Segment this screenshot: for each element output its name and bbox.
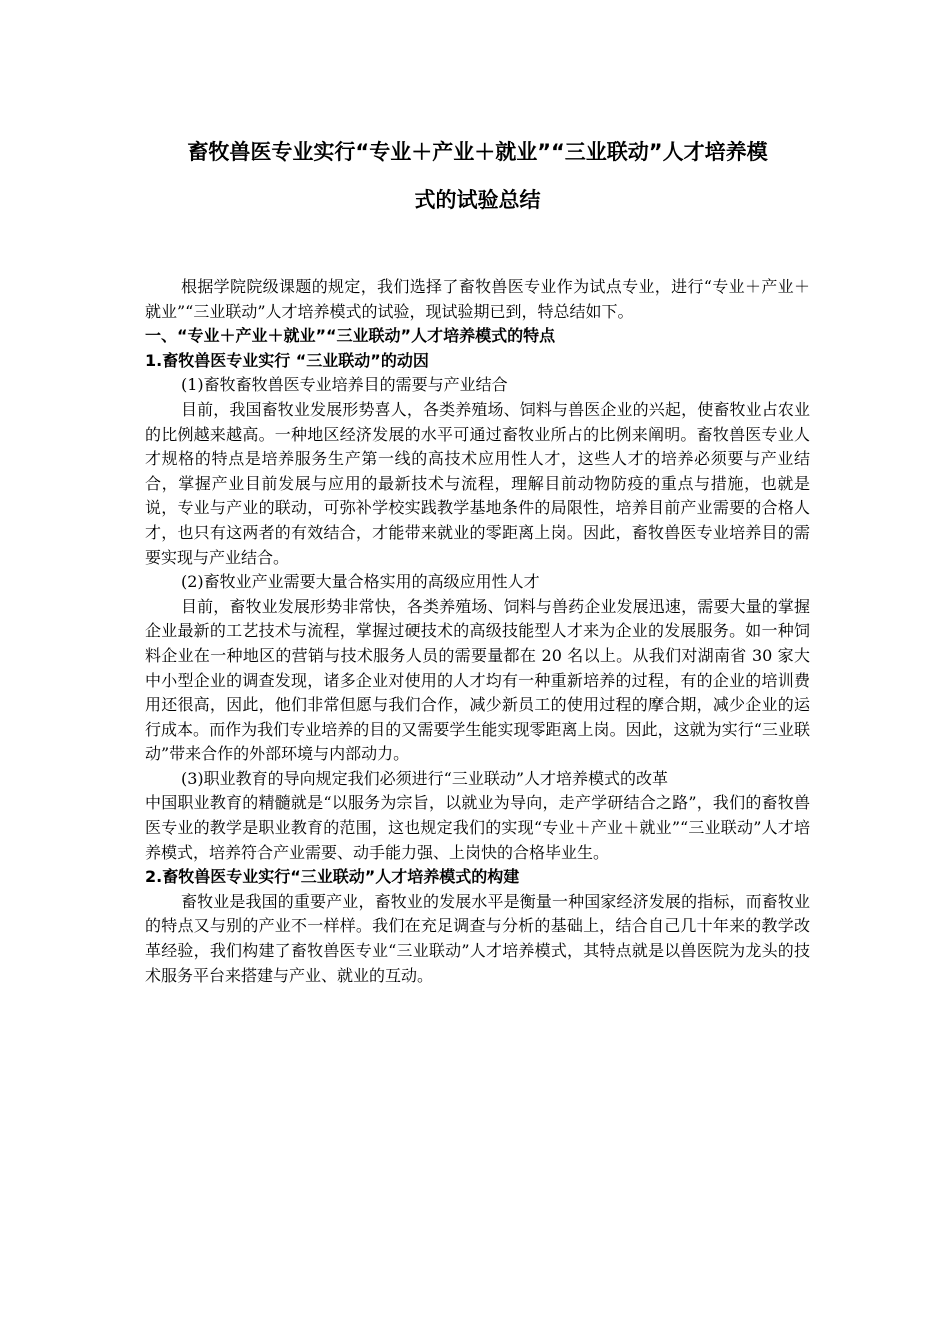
paragraph-2: 目前，畜牧业发展形势非常快，各类养殖场、饲料与兽药企业发展迅速，需要大量的掌握企业最新的工艺技术与流程，掌握过硬技术的高级技能型人才来为企业的发展服务。如一种饲料企业在一种地区的营销与技术服务人员的需要量都在 20 名以上。从我们对湖南省 30 家大中小型企业的调查发现，诸多企业对使用的人才均有一种重新培养的过程，有的企业的培训费用还很高，因此，他们非常但愿与我们合作，减少新员工的使用过程的摩合期，减少企业的运行成本。而作为我们专业培养的目的又需要学生能实现零距离上岗。因此，这就为实行“三业联动”带来合作的外部环境与内部动力。 xyxy=(145,596,810,764)
subsection-heading-2: 2.畜牧兽医专业实行“三业联动”人才培养模式的构建 xyxy=(145,867,520,887)
document-title-line-1: 畜牧兽医专业实行“专业＋产业＋就业”“三业联动”人才培养模 xyxy=(187,140,768,164)
subsection-heading-1: 1.畜牧兽医专业实行 “三业联动”的动因 xyxy=(145,350,429,370)
paragraph-3: 中国职业教育的精髓就是“以服务为宗旨，以就业为导向，走产学研结合之路”，我们的畜牧兽医专业的教学是职业教育的范围，这也规定我们的实现“专业＋产业＋就业”“三业联动”人才培养模式，培养符合产业需要、动手能力强、上岗快的合格毕业生。 xyxy=(145,793,810,862)
section-heading-1: 一、“专业＋产业＋就业”“三业联动”人才培养模式的特点 xyxy=(145,326,556,346)
paragraph-1: 目前，我国畜牧业发展形势喜人，各类养殖场、饲料与兽医企业的兴起，使畜牧业占农业的比例越来越高。一种地区经济发展的水平可通过畜牧业所占的比例来阐明。畜牧兽医专业人才规格的特点是培养服务生产第一线的高技术应用性人才，这些人才的培养必须要与产业结合，掌握产业目前发展与应用的最新技术与流程，理解目前动物防疫的重点与措施，也就是说，专业与产业的联动，可弥补学校实践教学基地条件的局限性，培养目前产业需要的合格人才，也只有这两者的有效结合，才能带来就业的零距离上岗。因此，畜牧兽医专业培养目的需要实现与产业结合。 xyxy=(145,399,810,567)
document-body xyxy=(145,275,810,988)
document-title-line-2: 式的试验总结 xyxy=(414,188,541,212)
list-item-heading-3: (3)职业教育的导向规定我们必须进行“三业联动”人才培养模式的改革 xyxy=(181,768,669,788)
list-item-heading-2: (2)畜牧业产业需要大量合格实用的高级应用性人才 xyxy=(181,572,540,592)
paragraph-intro: 根据学院院级课题的规定，我们选择了畜牧兽医专业作为试点专业，进行“专业＋产业＋就业”“三业联动”人才培养模式的试验，现试验期已到，特总结如下。 xyxy=(145,277,810,321)
paragraph-4: 畜牧业是我国的重要产业，畜牧业的发展水平是衡量一种国家经济发展的指标，而畜牧业的特点又与别的产业不一样样。我们在充足调查与分析的基础上，结合自己几十年来的教学改革经验，我们构建了畜牧兽医专业“三业联动”人才培养模式，其特点就是以兽医院为龙头的技术服务平台来搭建与产业、就业的互动。 xyxy=(145,891,810,985)
list-item-heading-1: (1)畜牧畜牧兽医专业培养目的需要与产业结合 xyxy=(181,375,508,395)
